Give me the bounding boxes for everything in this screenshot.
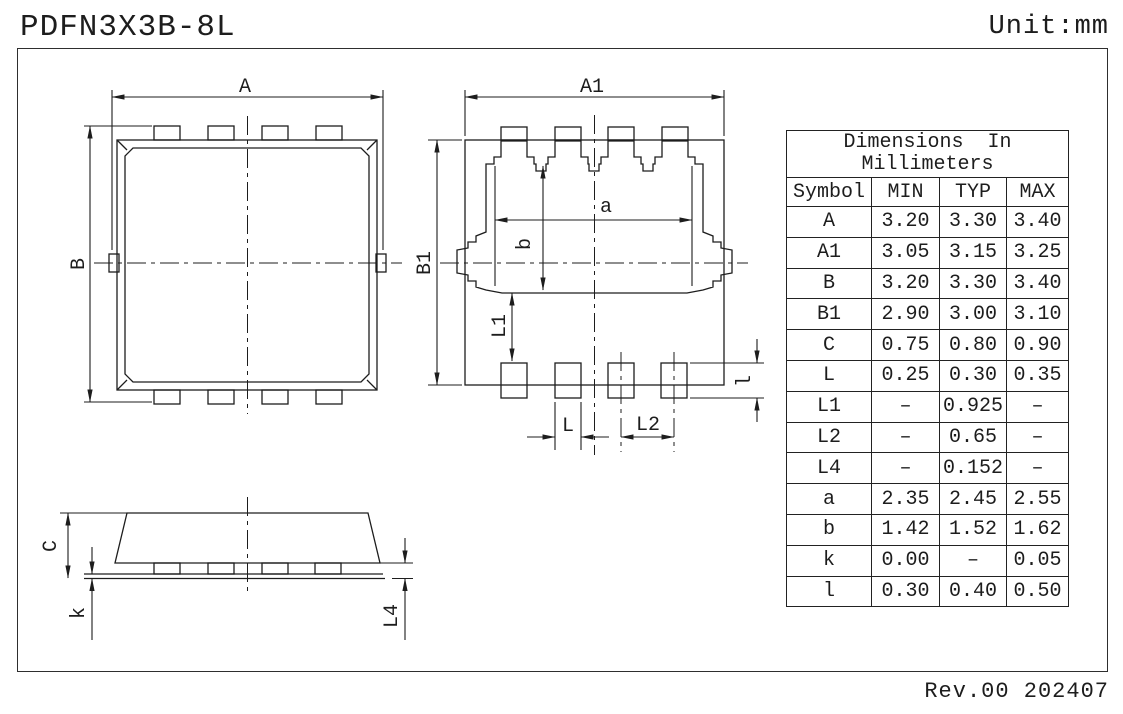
table-row: L 0.25 0.30 0.35 [787,360,1069,391]
table-row: b 1.42 1.52 1.62 [787,514,1069,545]
dimensions-table [786,130,1069,607]
side-view-drawing [40,497,413,640]
table-row: l 0.30 0.40 0.50 [787,576,1069,607]
page-title: PDFN3X3B-8L [20,10,236,45]
dimension-L [527,402,609,450]
table-header-row [787,178,1069,207]
dimension-L2 [621,414,674,437]
column-header-max: MAX [1007,178,1069,207]
dim-label-C: C [40,539,63,553]
dimension-L1 [489,293,512,361]
table-row: A1 3.05 3.15 3.25 [787,237,1069,268]
dimension-C [40,513,127,578]
table-row: k 0.00 – 0.05 [787,545,1069,576]
column-header-min: MIN [872,178,940,207]
dim-label-L4: L4 [381,603,404,629]
table-row: a 2.35 2.45 2.55 [787,484,1069,515]
table-title-line2: Millimeters [861,153,994,176]
dimension-l [690,339,764,422]
dimension-L4 [381,538,405,640]
dimension-a [495,196,692,220]
dim-label-L1: L1 [489,313,512,339]
table-row: B 3.20 3.30 3.40 [787,268,1069,299]
top-view-drawing [68,76,402,414]
table-row: L1 – 0.925 – [787,391,1069,422]
dimension-B [68,126,152,402]
dim-label-A: A [238,76,252,99]
dim-label-k: k [68,606,91,620]
dim-label-B1: B1 [414,250,437,276]
dim-label-b: b [514,237,537,251]
bottom-view-drawing [414,76,764,455]
dim-label-B: B [68,257,91,271]
table-title-line1: Dimensions In [843,131,1012,154]
table-row: L2 – 0.65 – [787,422,1069,453]
dim-label-A1: A1 [579,76,605,99]
table-row: B1 2.90 3.00 3.10 [787,299,1069,330]
unit-label: Unit:mm [988,12,1109,42]
column-header-typ: TYP [940,178,1007,207]
column-header-symbol: Symbol [787,178,872,207]
table-row: A 3.20 3.30 3.40 [787,207,1069,238]
dimension-b [514,166,543,290]
dim-label-a: a [599,196,613,219]
table-title-row [787,131,1069,178]
dim-label-L2: L2 [635,414,661,437]
table-row: L4 – 0.152 – [787,453,1069,484]
revision-label: Rev.00 202407 [924,679,1109,704]
dim-label-l: l [734,374,757,388]
dimension-k [68,547,92,640]
table-row: C 0.75 0.80 0.90 [787,330,1069,361]
dim-label-L: L [561,415,575,438]
